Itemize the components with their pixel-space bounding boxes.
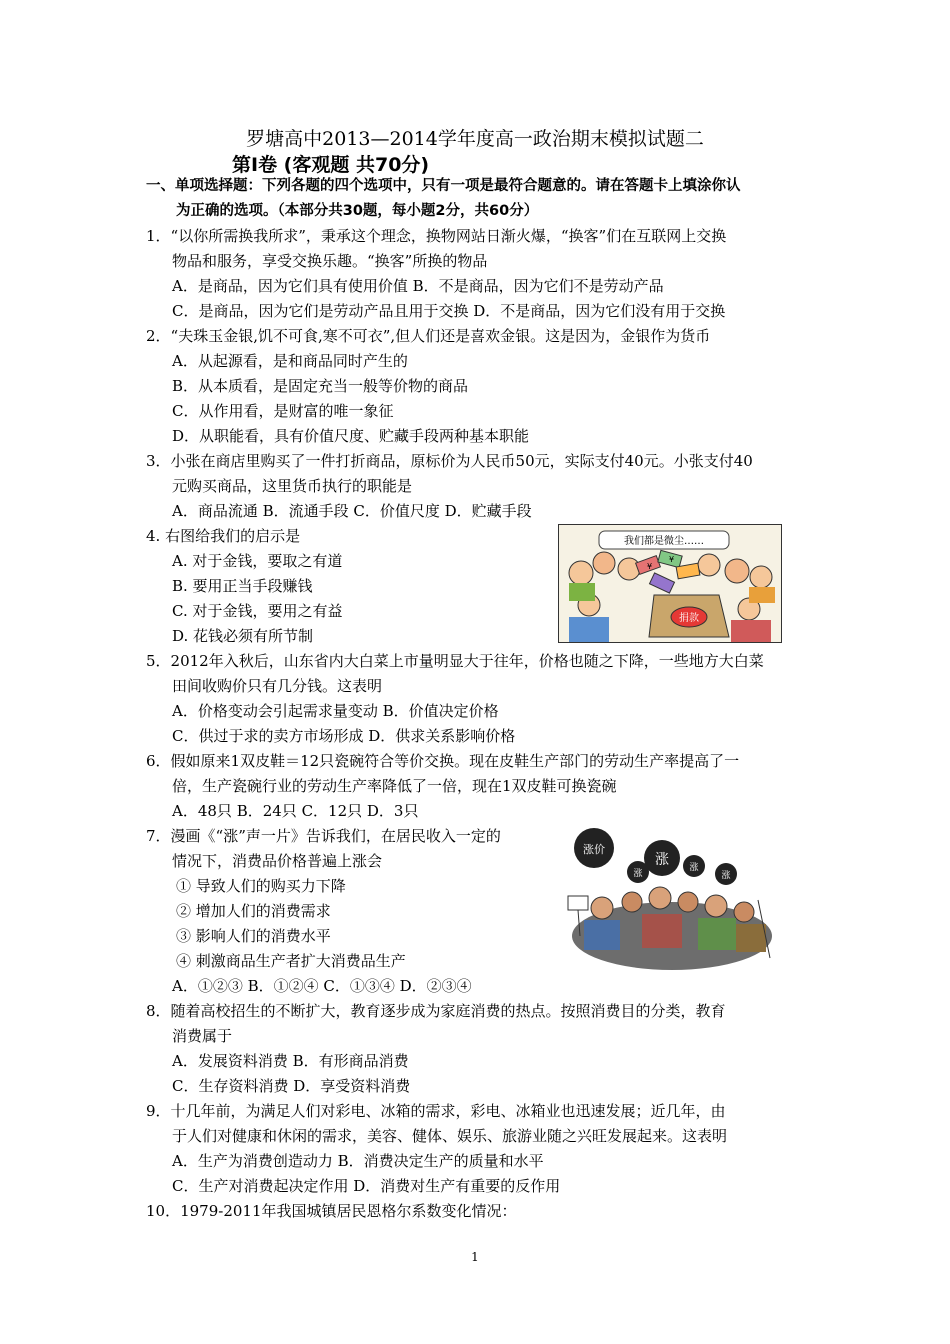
question-line: 消费属于 (172, 1027, 233, 1045)
donation-cartoon-illustration (559, 525, 781, 642)
section-heading-line2: 为正确的选项。（本部分共30题，每小题2分，共60分） (176, 203, 539, 219)
question-line: 7．漫画《“涨”声一片》告诉我们，在居民收入一定的 (146, 827, 501, 845)
option-line: A. 对于金钱，要取之有道 (172, 552, 343, 570)
option-line: A．生产为消费创造动力 B．消费决定生产的质量和水平 (172, 1152, 544, 1170)
question-line: 5．2012年入秋后，山东省内大白菜上市量明显大于往年，价格也随之下降，一些地方大白菜 (146, 652, 764, 670)
question-line: 8．随着高校招生的不断扩大，教育逐步成为家庭消费的热点。按照消费目的分类，教育 (146, 1002, 726, 1020)
bubble-label: 涨 (655, 852, 669, 868)
option-line: A．48只 B．24只 C．12只 D．3只 (172, 802, 419, 820)
option-line: B．从本质看，是固定充当一般等价物的商品 (172, 377, 469, 395)
statement-line: ② 增加人们的消费需求 (176, 902, 331, 920)
option-line: A．是商品，因为它们具有使用价值 B．不是商品，因为它们不是劳动产品 (172, 277, 664, 295)
option-line: A．①②③ B．①②④ C．①③④ D．②③④ (172, 977, 472, 995)
statement-line: ① 导致人们的购买力下降 (176, 877, 346, 895)
question-line: 9．十几年前，为满足人们对彩电、冰箱的需求，彩电、冰箱业也迅速发展；近几年，由 (146, 1102, 726, 1120)
page-number: 1 (471, 1250, 479, 1264)
donation-cartoon (558, 524, 782, 643)
option-line: B. 要用正当手段赚钱 (172, 577, 313, 595)
question-line: 4. 右图给我们的启示是 (146, 527, 301, 545)
question-line: 倍，生产瓷碗行业的劳动生产率降低了一倍，现在1双皮鞋可换瓷碗 (172, 777, 617, 795)
option-line: A．商品流通 B．流通手段 C．价值尺度 D．贮藏手段 (172, 502, 532, 520)
question-line: 情况下，消费品价格普遍上涨会 (172, 852, 383, 870)
question-line: 10．1979-2011年我国城镇居民恩格尔系数变化情况： (146, 1202, 517, 1220)
question-line: 3．小张在商店里购买了一件打折商品，原标价为人民币50元，实际支付40元。小张支付40 (146, 452, 753, 470)
svg-text:¥: ¥ (669, 555, 675, 564)
bubble-label: 涨 (633, 869, 643, 879)
bubble-label: 涨 (721, 871, 731, 881)
question-line: 田间收购价只有几分钱。这表明 (172, 677, 383, 695)
cartoon-caption: 我们都是微尘…… (624, 536, 704, 547)
bubble-label: 涨价 (583, 843, 605, 856)
part-title: 第Ⅰ卷 (客观题 共70分) (232, 154, 430, 176)
option-line: A．从起源看，是和商品同时产生的 (172, 352, 408, 370)
statement-line: ④ 刺激商品生产者扩大消费品生产 (176, 952, 406, 970)
bubble-label: 涨 (689, 863, 699, 873)
option-line: C．供过于求的卖方市场形成 D．供求关系影响价格 (172, 727, 516, 745)
option-line: A．发展资料消费 B．有形商品消费 (172, 1052, 409, 1070)
statement-line: ③ 影响人们的消费水平 (176, 927, 331, 945)
option-line: D. 花钱必须有所节制 (172, 627, 314, 645)
option-line: D．从职能看，具有价值尺度、贮藏手段两种基本职能 (172, 427, 530, 445)
question-line: 1．“以你所需换我所求”，秉承这个理念，换物网站日渐火爆，“换客”们在互联网上交换 (146, 227, 727, 245)
exam-title: 罗塘高中2013—2014学年度高一政治期末模拟试题二 (246, 128, 704, 150)
donation-box-label: 捐款 (679, 613, 699, 624)
question-line: 6．假如原来1双皮鞋＝12只瓷碗符合等价交换。现在皮鞋生产部门的劳动生产率提高了一 (146, 752, 740, 770)
option-line: C．生存资料消费 D．享受资料消费 (172, 1077, 411, 1095)
price-rise-cartoon (562, 826, 776, 971)
question-line: 于人们对健康和休闲的需求，美容、健体、娱乐、旅游业随之兴旺发展起来。这表明 (172, 1127, 728, 1145)
option-line: A．价格变动会引起需求量变动 B．价值决定价格 (172, 702, 499, 720)
option-line: C．从作用看，是财富的唯一象征 (172, 402, 394, 420)
svg-text:¥: ¥ (647, 562, 653, 571)
option-line: C．是商品，因为它们是劳动产品且用于交换 D．不是商品，因为它们没有用于交换 (172, 302, 726, 320)
section-heading-line1: 一、单项选择题：下列各题的四个选项中，只有一项是最符合题意的。请在答题卡上填涂你认 (146, 178, 741, 194)
question-line: 物品和服务，享受交换乐趣。“换客”所换的物品 (172, 252, 488, 270)
option-line: C. 对于金钱，要用之有益 (172, 602, 343, 620)
question-line: 2．“夫珠玉金银,饥不可食,寒不可衣”,但人们还是喜欢金银。这是因为，金银作为货币 (146, 327, 711, 345)
option-line: C．生产对消费起决定作用 D．消费对生产有重要的反作用 (172, 1177, 561, 1195)
question-line: 元购买商品，这里货币执行的职能是 (172, 477, 413, 495)
price-rise-cartoon-illustration (562, 826, 776, 971)
